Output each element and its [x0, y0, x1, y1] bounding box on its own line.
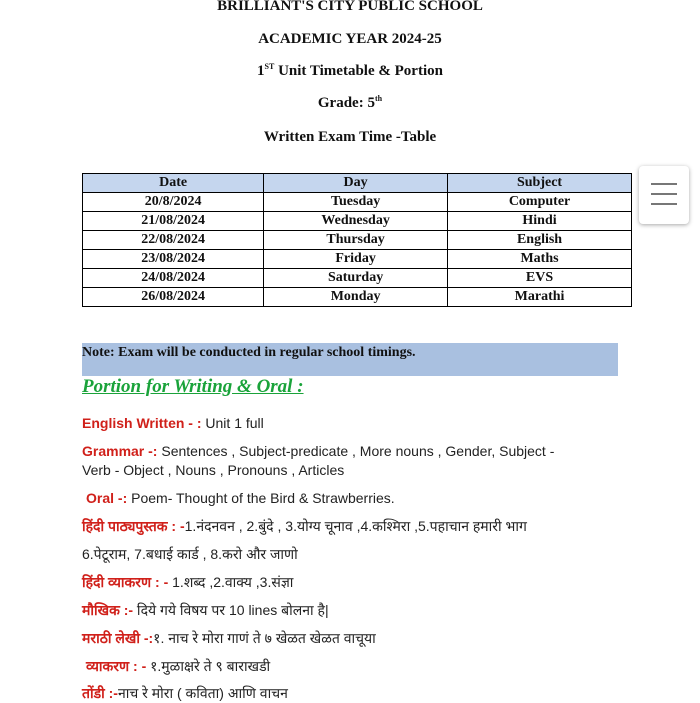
header-day: Day: [264, 174, 448, 193]
table-header-row: [83, 174, 632, 193]
cell-subject: Hindi: [448, 212, 632, 231]
table-row: [83, 212, 632, 231]
maukhik-line: मौखिक :- दिये गये विषय पर 10 lines बोलना है|: [82, 602, 329, 618]
marathi-written-line: मराठी लेखी -:१. नाच रे मोरा गाणं ते ७ खेळत खेळत वाचूया: [82, 630, 376, 646]
academic-year: ACADEMIC YEAR 2024-25: [258, 31, 442, 47]
oral-line: Oral -: Poem- Thought of the Bird & Strawberries.: [86, 490, 395, 506]
cell-date: 21/08/2024: [83, 212, 264, 231]
school-name: BRILLIANT'S CITY PUBLIC SCHOOL: [217, 0, 483, 14]
timetable: [82, 173, 632, 307]
unit-title: 1ST Unit Timetable & Portion: [257, 62, 443, 79]
hamburger-menu-button[interactable]: [639, 166, 689, 224]
english-written-line: English Written - : Unit 1 full: [82, 415, 264, 431]
hindi-book-line: हिंदी पाठ्यपुस्तक : -1.नंदनवन , 2.बुंदे , 3.योग्य चूनाव ,4.कश्मिरा ,5.पहाचान हमारी भाग: [82, 518, 527, 534]
cell-date: 20/8/2024: [83, 193, 264, 212]
exam-title: Written Exam Time -Table: [263, 129, 437, 145]
cell-day: Monday: [264, 288, 448, 307]
header-date: Date: [83, 174, 264, 193]
grade: Grade: 5th: [317, 94, 383, 111]
cell-date: 24/08/2024: [83, 269, 264, 288]
header-subject: Subject: [448, 174, 632, 193]
table-row: [83, 193, 632, 212]
cell-date: 23/08/2024: [83, 250, 264, 269]
hindi-grammar-line: हिंदी व्याकरण : - 1.शब्द ,2.वाक्य ,3.संज्ञा: [82, 574, 294, 590]
cell-subject: Computer: [448, 193, 632, 212]
table-row: [83, 269, 632, 288]
cell-day: Saturday: [264, 269, 448, 288]
cell-subject: EVS: [448, 269, 632, 288]
cell-day: Tuesday: [264, 193, 448, 212]
cell-subject: English: [448, 231, 632, 250]
cell-day: Friday: [264, 250, 448, 269]
hindi-book-line-2: 6.पेटूराम, 7.बधाई कार्ड , 8.करो और जाणो: [82, 546, 298, 562]
cell-subject: Marathi: [448, 288, 632, 307]
table-row: [83, 288, 632, 307]
table-row: [83, 250, 632, 269]
cell-date: 22/08/2024: [83, 231, 264, 250]
hamburger-menu-icon-bar: [651, 203, 677, 205]
table-row: [83, 231, 632, 250]
grammar-line: Grammar -: Sentences , Subject-predicate , More nouns , Gender, Subject -: [82, 443, 555, 459]
grammar-line-2: Verb - Object , Nouns , Pronouns , Articles: [82, 462, 345, 478]
cell-subject: Maths: [448, 250, 632, 269]
marathi-grammar-line: व्याकरण : - १.मुळाक्षरे ते ९ बाराखडी: [86, 658, 271, 674]
hamburger-menu-icon-bar: [651, 193, 677, 195]
exam-note: Note: Exam will be conducted in regular school timings.: [82, 343, 618, 376]
cell-day: Thursday: [264, 231, 448, 250]
cell-date: 26/08/2024: [83, 288, 264, 307]
cell-day: Wednesday: [264, 212, 448, 231]
tondi-line: तोंडी :-नाच रे मोरा ( कविता) आणि वाचन: [82, 685, 288, 701]
hamburger-menu-icon: [651, 183, 677, 185]
portion-title: Portion for Writing & Oral :: [82, 376, 304, 397]
